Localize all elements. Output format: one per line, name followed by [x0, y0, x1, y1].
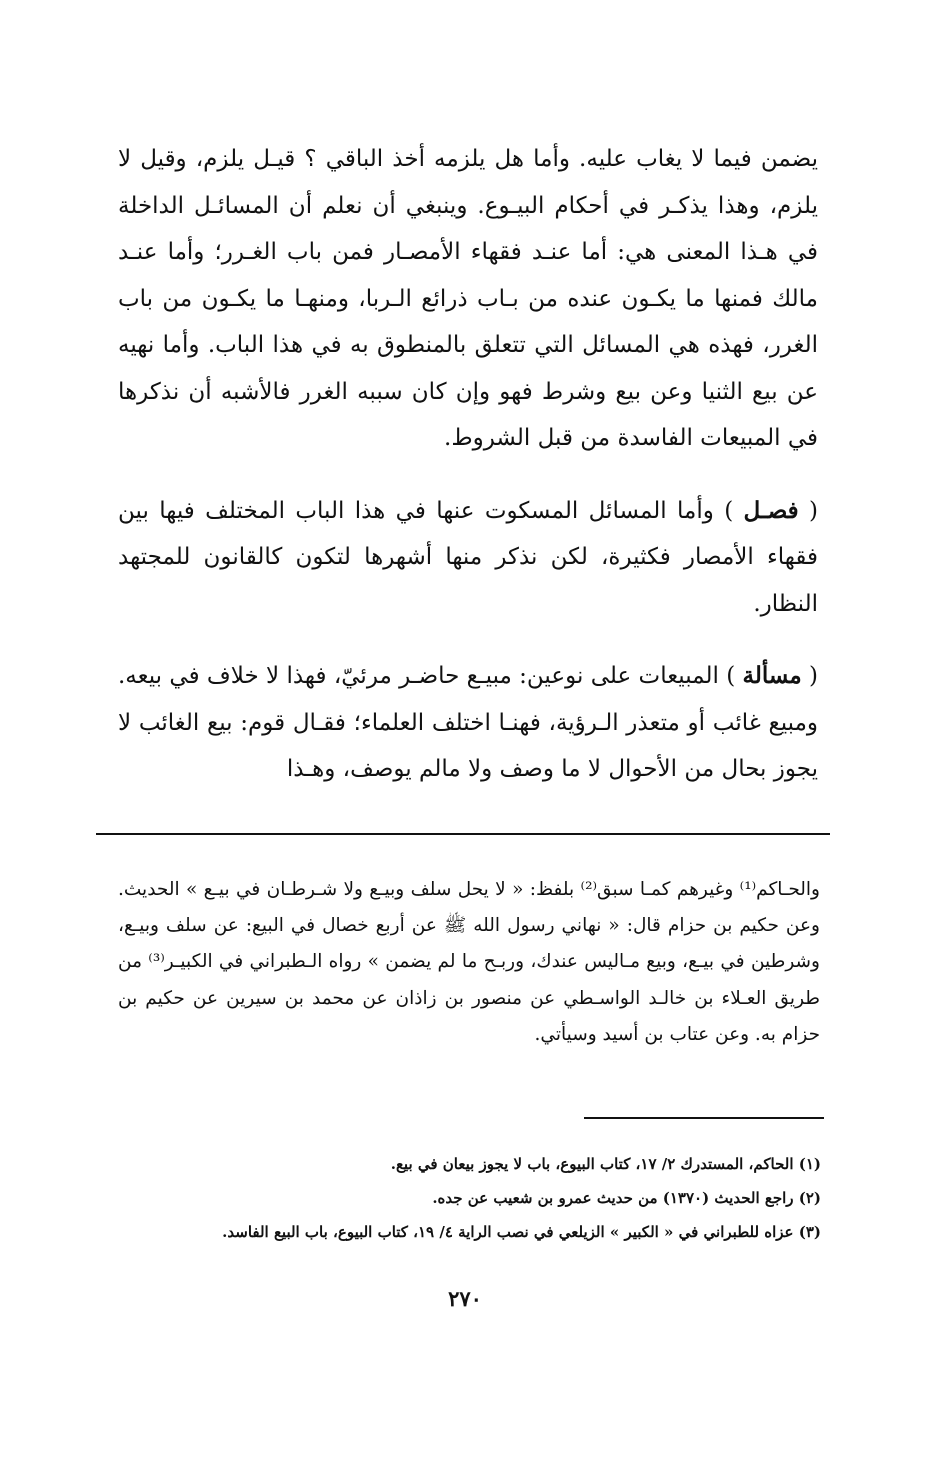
- paragraph-masala: [118, 653, 818, 793]
- section-heading-masala: مسألة: [742, 662, 802, 689]
- section-heading-fasl: فصـل: [743, 496, 799, 524]
- footnotes-divider: [584, 1117, 824, 1119]
- footnote-2: (٢) راجع الحديث (١٣٧٠) من حديث عمرو بن شعيب عن جده.: [432, 1189, 821, 1207]
- footnotes: [118, 1147, 821, 1249]
- page-number: ٢٧٠: [448, 1286, 482, 1311]
- paragraph-1: يضمن فيما لا يغاب عليه. وأما هل يلزمه أخذ الباقي ؟ قيـل يلزم، وقيل لا يلزم، وهذا يذكـر في أحكام البيـوع. وينبغي أن نعلم أن المسائـل الداخلة في هـذا المعنى هي: أما عنـد فقهاء الأمصـار فمن باب الغـرر؛ وأما عنـد مالك فمنها ما يكـون عنده من بـاب ذرائع الـربا، ومنهـا ما يكـون من باب الغرر، فهذه هي المسائل التي تتعلق بالمنطوق به في هذا الباب. وأما نهيه عن بيع الثنيا وعن بيع وشرط فهو وإن كان سببه الغرر فالأشبه أن نذكرها في المبيعات الفاسدة من قبل الشروط.: [118, 146, 818, 451]
- footnote-3: (٣) عزاه للطبراني في « الكبير » الزيلعي في نصب الراية ٤/ ١٩، كتاب البيوع، باب البيع الفاسد.: [222, 1223, 821, 1241]
- commentary-block: [118, 872, 820, 1053]
- paragraph-fasl-text: ) وأما المسائل المسكوت عنها في هذا الباب المختلف فيها بين فقهاء الأمصار فكثيرة، لكن نذكر منها أشهرها لتكون كالقانون للمجتهد النظار.: [118, 497, 818, 617]
- commentary-text: والحـاكم⁽¹⁾ وغيرهم كمـا سبق⁽²⁾ بلفظ: « لا يحل سلف وبيـع ولا شـرطـان في بيـع » الحديث. وعن حكيم بن حزام قال: « نهاني رسول الله ﷺ عن أربع خصال في البيع: عن سلف وبيـع، وشرطين في بيـع، وبيع مـاليس عندك، وربـح ما لم يضمن » رواه الـطبراني في الكبيـر⁽³⁾ من طريق العـلاء بن خالـد الواسـطي عن منصور بن زاذان عن محمد بن سيرين عن حكيم بن حزام به. وعن عتاب بن أسيد وسيأتي.: [118, 879, 820, 1045]
- main-text-divider: [96, 833, 830, 835]
- main-text: [118, 136, 818, 819]
- paragraph-fasl: [118, 488, 818, 628]
- paragraph-fasl-open: (: [798, 497, 818, 524]
- paragraph-masala-open: (: [801, 663, 818, 689]
- footnote-1: (١) الحاكم، المستدرك ٢/ ١٧، كتاب البيوع، باب لا يجوز بيعان في بيع.: [390, 1155, 821, 1173]
- paragraph-masala-text: ) المبيعات على نوعين: مبيـع حاضـر مرئيّ، فهذا لا خلاف في بيعه. ومبيع غائب أو متعذر الـرؤية، فهنـا اختلف العلماء؛ فقـال قوم: بيع الغائب لا يجوز بحال من الأحوال لا ما وصف ولا مالم يوصف، وهـذا: [118, 663, 818, 782]
